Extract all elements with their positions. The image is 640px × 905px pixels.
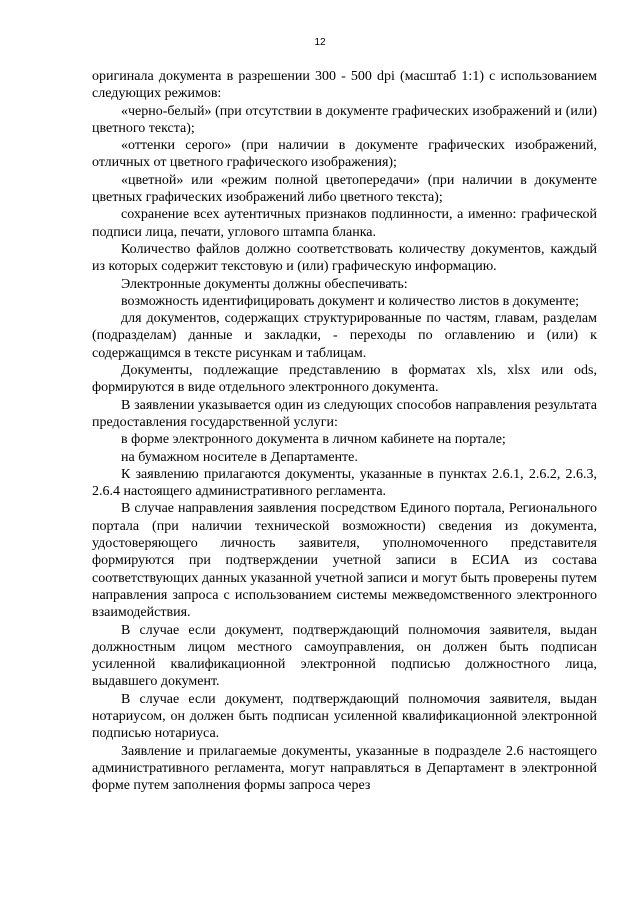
paragraph: «цветной» или «режим полной цветопередачи» (при наличии в документе цветных графических изображений либо цветного текста);: [92, 172, 597, 206]
paragraph: В случае если документ, подтверждающий полномочия заявителя, выдан нотариусом, он должен быть подписан усиленной квалификационной электронной подписью нотариуса.: [92, 691, 597, 742]
paragraph: оригинала документа в разрешении 300 - 500 dpi (масштаб 1:1) с использованием следующих режимов:: [92, 69, 597, 102]
paragraph: Количество файлов должно соответствовать количеству документов, каждый из которых содержит текстовую и (или) графическую информацию.: [92, 241, 597, 275]
paragraph: «оттенки серого» (при наличии в документе графических изображений, отличных от цветного графического изображения);: [92, 138, 597, 171]
paragraph: Заявление и прилагаемые документы, указанные в подразделе 2.6 настоящего административного регламента, могут направляться в Департамент в электронной форме путем заполнения формы запроса через: [92, 743, 597, 794]
paragraph: «черно-белый» (при отсутствии в документе графических изображений и (или) цветного текста);: [92, 103, 597, 136]
paragraph: в форме электронного документа в личном кабинете на портале;: [121, 432, 506, 448]
paragraph: В заявлении указывается один из следующих способов направления результата предоставления государственной услуги:: [92, 397, 597, 430]
paragraph: В случае если документ, подтверждающий полномочия заявителя, выдан должностным лицом местного самоуправления, он должен быть подписан усиленной квалификационной электронной подписью должностного лица, выдавшего документ.: [92, 622, 597, 690]
paragraph: для документов, содержащих структурированные по частям, главам, разделам (подразделам) данные и закладки, - переходы по оглавлению и (или) к содержащимся в тексте рисункам и таблицам.: [92, 311, 597, 361]
paragraph: сохранение всех аутентичных признаков подлинности, а именно: графической подписи лица, печати, углового штампа бланка.: [92, 207, 597, 240]
document-body: [92, 68, 597, 794]
page-number: 12: [314, 37, 326, 48]
paragraph: на бумажном носителе в Департаменте.: [121, 449, 358, 465]
paragraph: В случае направления заявления посредством Единого портала, Регионального портала (при наличии технической возможности) сведения из документа, удостоверяющего личность заявителя, уполномоченного представителя формируются при подтверждении учетной записи в ЕСИА из состава соответствующих данных указанной учетной записи и могут быть проверены путем направления запроса с использованием системы межведомственного электронного взаимодействия.: [92, 501, 597, 621]
paragraph: Электронные документы должны обеспечивать:: [121, 276, 408, 292]
paragraph: возможность идентифицировать документ и количество листов в документе;: [121, 293, 580, 309]
paragraph: Документы, подлежащие представлению в форматах xls, xlsx или ods, формируются в виде отдельного электронного документа.: [92, 363, 597, 396]
paragraph: К заявлению прилагаются документы, указанные в пунктах 2.6.1, 2.6.2, 2.6.3, 2.6.4 настоящего административного регламента.: [92, 466, 597, 500]
